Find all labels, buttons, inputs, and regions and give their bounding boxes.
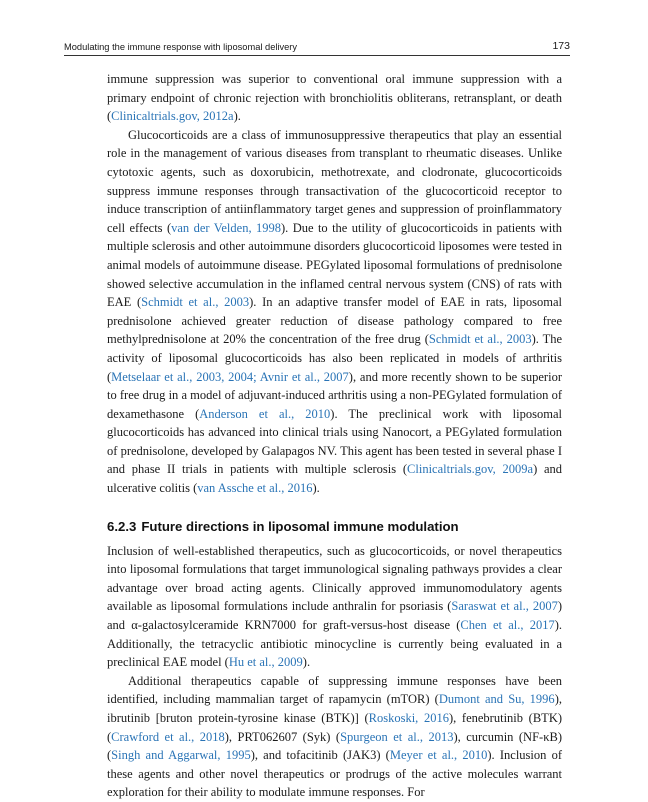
text-run: immune suppression was superior to conventional oral immune suppression with a primary endpoint of chronic rejection with bronchiolitis obliterans, retransplant, or death ( [107,72,562,124]
citation-link[interactable]: Anderson et al., 2010 [199,406,331,421]
text-run: ). [233,109,241,124]
paragraph [107,672,562,802]
citation-link[interactable]: Metselaar et al., 2003, 2004; Avnir et al., 2007 [111,369,349,384]
citation-link[interactable]: Saraswat et al., 2007 [451,599,558,614]
body-paragraphs [107,70,562,498]
text-run: Inclusion of well-established therapeutics, such as glucocorticoids, or novel therapeutics into liposomal formulations that target immunological signaling pathways provides a clear advantage over broad acting agents. Clinically approved immunomodulatory agents available as liposomal formulations include anthralin for psoriasis ( [107,543,562,614]
text-run: ). The activity of liposomal glucocorticoids has also been replicated in models of arthritis ( [107,332,562,384]
section-paragraphs [107,542,562,802]
text-run: ). Due to the utility of glucocorticoids in patients with multiple sclerosis and other autoimmune disorders glucocorticoid liposomes were tested in animal models of autoimmune disease. PEGylated liposomal formulations of prednisolone showed selective accumulation in the inflamed central nervous system (CNS) of rats with EAE ( [107,220,562,310]
paragraph [107,542,562,672]
citation-link[interactable]: Schmidt et al., 2003 [428,332,532,347]
citation-link[interactable]: Dumont and Su, 1996 [438,692,555,707]
citation-link[interactable]: Spurgeon et al., 2013 [340,729,454,744]
section-title: Future directions in liposomal immune modulation [141,518,459,534]
section-number: 6.2.3 [107,518,137,534]
text-run: ), and more recently shown to be superior to free drug in a model of adjuvant-induced arthritis using a non-PEGylated formulation of dexamethasone ( [107,369,562,421]
text-run: ), ibrutinib [bruton protein-tyrosine kinase (BTK)] ( [107,692,562,725]
citation-link[interactable]: Meyer et al., 2010 [389,748,488,763]
text-run: ). In an adaptive transfer model of EAE in rats, liposomal prednisolone achieved greater reduction of disease pathology compared to free methylprednisolone at 20% the concentration of the free drug ( [107,295,562,347]
citation-link[interactable]: Singh and Aggarwal, 1995 [111,748,251,763]
paragraph [107,126,562,498]
citation-link[interactable]: Chen et al., 2017 [460,618,555,633]
text-run: ) and α-galactosylceramide KRN7000 for graft-versus-host disease ( [107,599,562,633]
text-run: ). Additionally, the tetracyclic antibiotic minocycline is currently being evaluated in a preclinical EAE model ( [107,618,562,670]
text-run: ). Inclusion of these agents and other novel therapeutics or prodrugs of the active molecules warrant exploration for their ability to modulate immune responses. For [107,748,562,800]
text-run: Additional therapeutics capable of suppressing immune responses have been identified, including mammalian target of rapamycin (mTOR) ( [107,673,562,707]
running-header [64,40,570,56]
text-run: ). [312,481,320,496]
page-body [107,70,562,802]
citation-link[interactable]: Crawford et al., 2018 [111,729,225,744]
citation-link[interactable]: van Assche et al., 2016 [197,481,313,496]
paragraph [107,70,562,126]
citation-link[interactable]: Clinicaltrials.gov, 2012a [111,109,234,124]
text-run: Glucocorticoids are a class of immunosuppressive therapeutics that play an essential role in the management of various diseases from transplant to rheumatic diseases. Unlike cytotoxic agents, such as doxorubicin, methotrexate, and clodronate, glucocorticoids suppress immune responses through transactivation of the glucocorticoid receptor to induce transcription of antiinflammatory target genes and suppression of proinflammatory cell effects ( [107,127,562,235]
citation-link[interactable]: Roskoski, 2016 [368,711,449,725]
text-run: ). The preclinical work with liposomal glucocorticoids has advanced into clinical trials using Nanocort, a PEGylated formulation of prednisolone, developed by Galapagos NV. This agent has been tested in several phase I and phase II trials in patients with multiple sclerosis ( [107,406,562,477]
text-run: ), curcumin (NF-κB) ( [107,729,562,763]
section-heading [107,519,562,535]
citation-link[interactable]: Hu et al., 2009 [228,655,303,670]
text-run: ), fenebrutinib (BTK) ( [107,711,563,744]
citation-link[interactable]: Clinicaltrials.gov, 2009a [407,462,534,477]
text-run: ) and ulcerative colitis ( [107,462,562,496]
page-number: 173 [552,40,570,52]
citation-link[interactable]: van der Velden, 1998 [171,220,281,235]
text-run: ), and tofacitinib (JAK3) ( [250,748,390,763]
running-title: Modulating the immune response with liposomal delivery [64,42,298,52]
text-run: ). [302,655,311,670]
citation-link[interactable]: Schmidt et al., 2003 [141,295,250,310]
text-run: ), PRT062607 (Syk) ( [224,729,341,744]
